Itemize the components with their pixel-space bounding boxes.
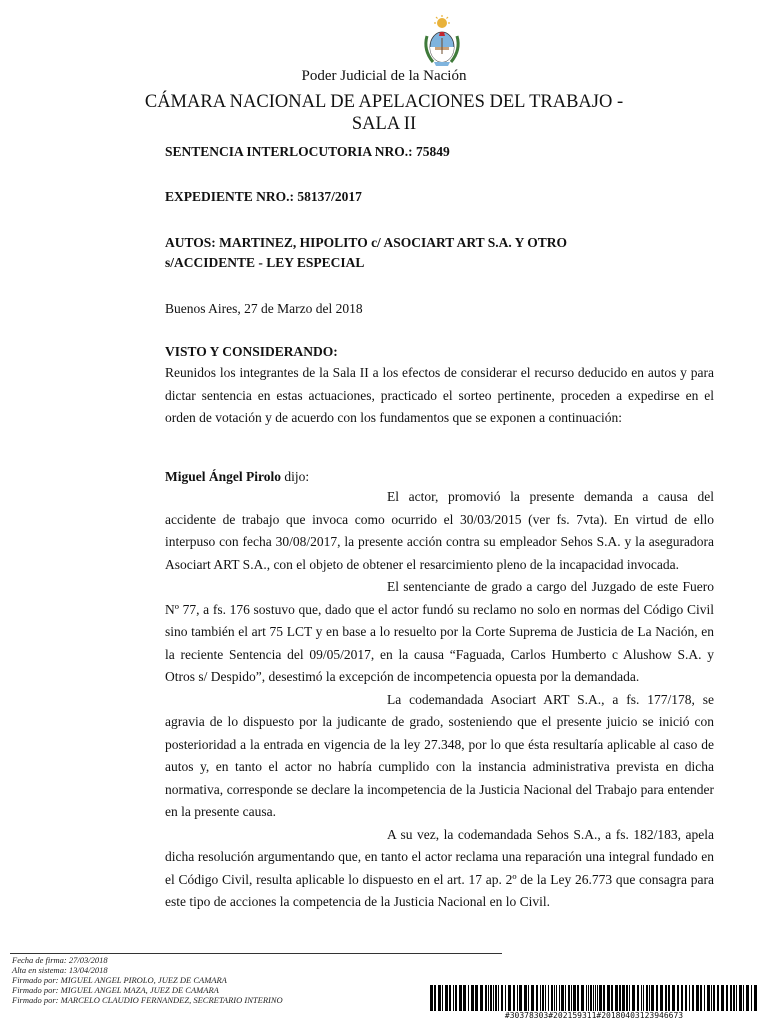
section-heading: VISTO Y CONSIDERANDO: — [165, 344, 338, 359]
judge-name: Miguel Ángel Pirolo — [165, 469, 281, 484]
case-title-line-2: s/ACCIDENTE - LEY ESPECIAL — [165, 255, 365, 270]
judge-said: dijo: — [281, 469, 310, 484]
opinion-paragraph: A su vez, la codemandada Sehos S.A., a fs. 182/183, apela dicha resolución argumentando que, en tanto el actor reclama una reparación una integral fundado en el Código Civil, resulta aplicable lo dispuesto en el art. 17 ap. 2º de la Ley 26.773 que consagra para este tipo de acciones la competencia de la Justicia Nacional en lo Civil. — [165, 826, 714, 909]
document-date: Buenos Aires, 27 de Marzo del 2018 — [165, 301, 363, 316]
argentina-coat-of-arms-icon — [419, 14, 465, 70]
footer-line: Fecha de firma: 27/03/2018 — [12, 955, 108, 965]
barcode-number: #30378303#202159311#20180403123946673 — [504, 1011, 684, 1020]
intro-text: Reunidos los integrantes de la Sala II a los efectos de considerar el recurso deducido en autos y para dictar sentencia en estas actuaciones, practicado el sorteo pertinente, proceden a expedirse en el orden de votación y de acuerdo con los fundamentos que se exponen a continuación: — [165, 365, 714, 425]
expediente-number: EXPEDIENTE NRO.: 58137/2017 — [165, 189, 362, 204]
opinion-body — [165, 486, 714, 914]
footer-line: Firmado por: MIGUEL ANGEL PIROLO, JUEZ DE CAMARA — [12, 975, 227, 985]
signature-footer — [12, 955, 283, 1005]
footer-line: Firmado por: MIGUEL ANGEL MAZA, JUEZ DE CAMARA — [12, 985, 219, 995]
court-title-line-2: SALA II — [351, 114, 417, 134]
court-subtitle: Poder Judicial de la Nación — [301, 68, 467, 84]
footer-line: Firmado por: MARCELO CLAUDIO FERNANDEZ, SECRETARIO INTERINO — [12, 995, 283, 1005]
opinion-paragraph: El actor, promovió la presente demanda a causa del accidente de trabajo que invoca como ocurrido el 30/03/2015 (ver fs. 7vta). En virtud de ello interpuso con fecha 30/08/2017, la presente acción contra su empleador Sehos S.A. y la aseguradora Asociart ART S.A., con el objeto de obtener el resarcimiento pleno de la incapacidad invocada. — [165, 489, 714, 572]
intro-paragraph — [165, 362, 714, 430]
footer-divider — [10, 953, 502, 954]
opinion-paragraph: La codemandada Asociart ART S.A., a fs. 177/178, se agravia de lo dispuesto por la judicante de grado, sosteniendo que el presente juicio se inició con posterioridad a la entrada en vigencia de la ley 27.348, por lo que ésta resultaría aplicable al caso de autos y, en tanto el actor no habría cumplido con la instancia administrativa prevista en dicha normativa, corresponde se declare la incompetencia de la Justicia Nacional del Trabajo para entender en la presente causa. — [165, 691, 714, 819]
sentencia-number: SENTENCIA INTERLOCUTORIA NRO.: 75849 — [165, 144, 450, 159]
court-title-line-1: CÁMARA NACIONAL DE APELACIONES DEL TRABAJO - — [144, 92, 624, 112]
barcode-icon — [430, 985, 758, 1011]
case-title-line-1: AUTOS: MARTINEZ, HIPOLITO c/ ASOCIART ART S.A. Y OTRO — [165, 235, 568, 250]
court-title — [0, 91, 768, 135]
opinion-paragraph: El sentenciante de grado a cargo del Juzgado de este Fuero Nº 77, a fs. 176 sostuvo que, dado que el actor fundó su reclamo no solo en normas del Código Civil sino también el art 75 LCT y en base a lo resuelto por la Corte Suprema de Justicia de La Nación, en la reciente Sentencia del 09/05/2017, en la causa “Faguada, Carlos Humberto c Alushow S.A. y Otros s/ Despido”, desestimó la excepción de incompetencia opuesta por la demandada. — [165, 579, 714, 684]
case-title — [165, 233, 567, 273]
footer-line: Alta en sistema: 13/04/2018 — [12, 965, 108, 975]
